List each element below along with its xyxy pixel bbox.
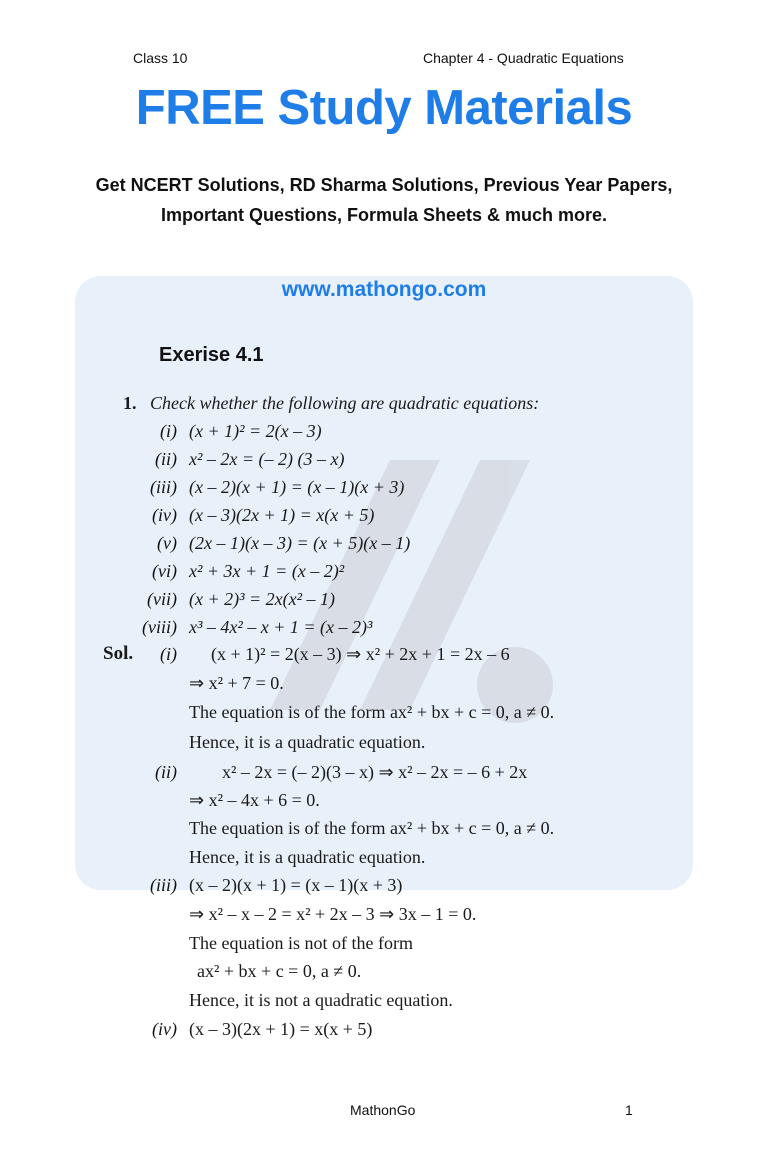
solution-line: ⇒ x² – 4x + 6 = 0. <box>189 790 320 810</box>
solution-line: ⇒ x² – x – 2 = x² + 2x – 3 ⇒ 3x – 1 = 0. <box>189 904 477 924</box>
solution-line: Hence, it is a quadratic equation. <box>189 732 426 752</box>
part-equation: (x – 3)(2x + 1) = x(x + 5) <box>189 505 375 525</box>
part-equation: x² – 2x = (– 2) (3 – x) <box>189 449 345 469</box>
solution-line: (x – 3)(2x + 1) = x(x + 5) <box>189 1019 373 1039</box>
solution-line: Hence, it is not a quadratic equation. <box>189 990 453 1010</box>
question-number: 1. <box>123 393 137 413</box>
website-url[interactable]: www.mathongo.com <box>281 278 487 301</box>
banner-tagline <box>0 170 768 230</box>
solution-label: Sol. <box>103 643 134 664</box>
solution-line: ax² + bx + c = 0, a ≠ 0. <box>197 961 362 981</box>
part-label: (i) <box>160 421 177 441</box>
part-equation: (x – 2)(x + 1) = (x – 1)(x + 3) <box>189 477 405 497</box>
footer-brand: MathonGo <box>350 1102 416 1118</box>
solution-line: ⇒ x² + 7 = 0. <box>189 673 284 693</box>
solution-line: The equation is of the form ax² + bx + c = 0, a ≠ 0. <box>189 702 555 722</box>
solution-part-label: (ii) <box>155 762 177 782</box>
exercise-title: Exerise 4.1 <box>159 344 264 366</box>
part-label: (iv) <box>152 505 177 525</box>
tagline-line-1: Get NCERT Solutions, RD Sharma Solutions, Previous Year Papers, <box>95 175 673 195</box>
part-label: (vi) <box>152 561 177 581</box>
solution-line: Hence, it is a quadratic equation. <box>189 847 426 867</box>
solution-line: (x + 1)² = 2(x – 3) ⇒ x² + 2x + 1 = 2x – 6 <box>211 644 510 664</box>
question-text: Check whether the following are quadratic equations: <box>150 393 540 413</box>
solution-line: (x – 2)(x + 1) = (x – 1)(x + 3) <box>189 875 403 895</box>
part-equation: (2x – 1)(x – 3) = (x + 5)(x – 1) <box>189 533 411 553</box>
part-equation: (x + 1)² = 2(x – 3) <box>189 421 322 441</box>
banner-title: FREE Study Materials <box>135 81 633 135</box>
solution-part-label: (iv) <box>152 1019 177 1039</box>
tagline-line-2: Important Questions, Formula Sheets & much more. <box>160 205 608 225</box>
solution-line: x² – 2x = (– 2)(3 – x) ⇒ x² – 2x = – 6 + 2x <box>222 762 528 782</box>
class-label: Class 10 <box>133 50 188 66</box>
chapter-label: Chapter 4 - Quadratic Equations <box>423 50 624 66</box>
solution-line: The equation is of the form ax² + bx + c = 0, a ≠ 0. <box>189 818 555 838</box>
solution-part-label: (i) <box>160 644 177 664</box>
solution-line: The equation is not of the form <box>189 933 413 953</box>
page-number: 1 <box>625 1102 633 1118</box>
part-label: (vii) <box>147 589 177 609</box>
solution-part-label: (iii) <box>150 875 177 895</box>
part-equation: x² + 3x + 1 = (x – 2)² <box>189 561 345 581</box>
part-label: (iii) <box>150 477 177 497</box>
part-label: (ii) <box>155 449 177 469</box>
part-equation: x³ – 4x² – x + 1 = (x – 2)³ <box>189 617 373 637</box>
part-label: (viii) <box>142 617 177 637</box>
part-equation: (x + 2)³ = 2x(x² – 1) <box>189 589 336 609</box>
part-label: (v) <box>157 533 177 553</box>
